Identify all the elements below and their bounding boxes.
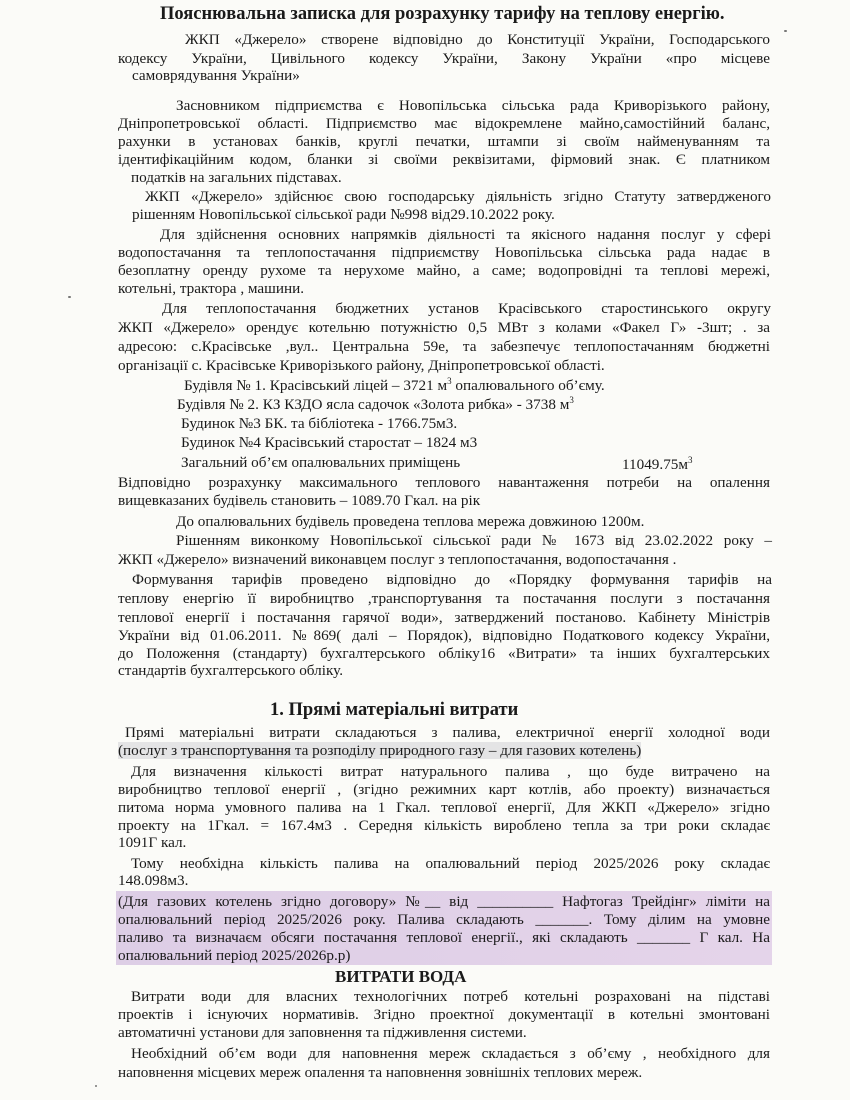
paragraph-line: автоматичні установи для заповнення та підживлення системи. (118, 1024, 527, 1041)
paragraph-line: Для теплопостачання бюджетних установ Красівського старостинського округу (162, 300, 771, 317)
paragraph-line: проекту на 1Гкал. = 167.4м3 . Середня кількість вироблено тепла за три роки складає (118, 817, 770, 834)
paragraph-line: Необхідний об’єм води для наповнення мереж складається з об’єму , необхідного для (131, 1045, 770, 1062)
paragraph-line: стандартів бухгалтерського обліку. (118, 662, 343, 679)
paragraph-line: ЖКП «Джерело» орендує котельню потужністю 0,5 МВт з колами «Факел Г» -3шт; . за (118, 319, 770, 336)
paragraph-line: організації с. Красівське Криворізького району, Дніпропетровської області. (118, 357, 605, 374)
paragraph-line: до Положення (стандарту) бухгалтерського обліку16 «Витрати» та інших бухгалтерських (118, 645, 770, 662)
paragraph-line: опалювальний період 2025/2026р.р) (118, 947, 351, 964)
building-line: Будівля № 1. Красівський ліцей – 3721 $м^3$ опалювального об’єму. (184, 376, 605, 394)
section-heading-water: ВИТРАТИ ВОДА (335, 967, 467, 986)
highlighted-line: (послуг з транспортування та розподілу природного газу – для газових котелень) (118, 742, 642, 759)
paragraph-line: котельні, трактора , машини. (118, 280, 305, 297)
paragraph-line: 148.098м3. (118, 872, 189, 889)
scan-speck (784, 30, 787, 32)
paragraph-line: ідентифікаційним кодом, бланки зі своїми реквізитами, фірмовий знак. Є платником (118, 151, 770, 168)
paragraph-line: До опалювальних будівель проведена теплова мережа довжиною 1200м. (176, 513, 645, 530)
paragraph-line: паливо та визначаєм обсяги постачання теплової енергії., які складають _______ Г кал. На (118, 929, 770, 946)
paragraph-line: водопостачання та теплопостачання підприємству Новопільська сільська рада надає в (118, 244, 770, 261)
paragraph-line: кодексу України, Цивільного кодексу України, Закону України «про місцеве (118, 50, 770, 67)
paragraph-line: безоплатну оренду рухоме та нерухоме майно, а саме; водопровідні та теплові мережі, (118, 262, 770, 279)
building-line: Будівля № 2. КЗ КЗДО ясла садочок «Золота рибка» - 3738 $м^3$ (177, 395, 574, 413)
paragraph-line: 1091Г кал. (118, 834, 187, 851)
paragraph-line: ЖКП «Джерело» створене відповідно до Конституції України, Господарського (185, 31, 770, 48)
paragraph-line: адресою: с.Красівське ,вул.. Центральна 59е, та забезпечує теплопостачанням бюджетні (118, 338, 770, 355)
paragraph-line: Для визначення кількості витрат натурального палива , що буде витрачено на (131, 763, 770, 780)
document-title: Пояснювальна записка для розрахунку тарифу на теплову енергію. (160, 4, 725, 24)
paragraph-line: Відповідно розрахунку максимального теплового навантаження потреби на опалення (118, 474, 770, 491)
paragraph-line: Рішенням виконкому Новопільської сільської ради № 1673 від 23.02.2022 року – (176, 532, 772, 549)
paragraph-line: податків на загальних підставах. (131, 169, 342, 186)
paragraph-line: теплової енергії і постачання гарячої води», затверджений постаново. Кабінету Міністрів (118, 609, 770, 626)
paragraph-line: України від 01.06.2011. №869( далі – Порядок), відповідно Податкового кодексу України, (118, 627, 770, 644)
paragraph-line: Витрати води для власних технологічних потреб котельні розраховані на підставі (131, 988, 770, 1005)
total-volume-label: Загальний об’єм опалювальних приміщень (181, 454, 461, 471)
paragraph-line: теплову енергію її виробництво ,транспортування та постачання послуги з постачання (118, 590, 770, 607)
building-line: Будинок №3 БК. та бібліотека - 1766.75м3. (181, 415, 458, 432)
paragraph-line: самоврядування України» (132, 67, 300, 84)
paragraph-line: Засновником підприємства є Новопільська сільська рада Криворізького району, (176, 97, 770, 114)
paragraph-line: Дніпропетровської області. Підприємство має відокремлене майно,самостійний баланс, (118, 115, 770, 132)
paragraph-line: рішенням Новопільської сільської ради №998 від29.10.2022 року. (132, 206, 555, 223)
paragraph-line: Тому необхідна кількість палива на опалювальний період 2025/2026 року складає (131, 855, 770, 872)
scan-speck (68, 296, 71, 298)
paragraph-line: (Для газових котелень згідно договору» №__ від __________ Нафтогаз Трейдінг» ліміти на (118, 893, 770, 910)
paragraph-line: Формування тарифів проведено відповідно до «Порядку формування тарифів на (132, 571, 772, 588)
paragraph-line: виробництво теплової енергії , (згідно режимних карт котлів, або проекту) визначається (118, 781, 770, 798)
building-line: Будинок №4 Красівський старостат – 1824 м3 (181, 434, 478, 451)
paragraph-line: опалювальний період 2025/2026 року. Палива складають _______. Тому ділим на умовне (118, 911, 770, 928)
paragraph-line: ЖКП «Джерело» визначений виконавцем послуг з теплопостачання, водопостачання . (118, 551, 677, 568)
paragraph-line: вищевказаних будівель становить – 1089.70 Гкал. на рік (118, 492, 481, 509)
paragraph-line: ЖКП «Джерело» здійснює свою господарську діяльність згідно Статуту затвердженого (145, 188, 771, 205)
scan-speck (95, 1085, 97, 1087)
paragraph-line: рахунки в установах банків, круглі печатки, штампи зі своїм найменуванням та (118, 133, 770, 150)
paragraph-line: Для здійснення основних напрямків діяльності та якісного надання послуг у сфері (160, 226, 771, 243)
paragraph-line: наповнення місцевих мереж опалення та наповнення зовнішніх теплових мереж. (118, 1064, 643, 1081)
paragraph-line: проектів і існуючих нормативів. Згідно проектної документації в котельні змонтовані (118, 1006, 770, 1023)
paragraph-line: Прямі матеріальні витрати складаються з палива, електричної енергії холодної води (125, 724, 770, 741)
paragraph-line: питома норма умовного палива на 1 Гкал. теплової енергії, Для ЖКП «Джерело» згідно (118, 799, 770, 816)
section-heading-direct-costs: 1. Прямі матеріальні витрати (270, 700, 519, 720)
total-volume-value: $11049.75м^3$ (622, 455, 693, 473)
